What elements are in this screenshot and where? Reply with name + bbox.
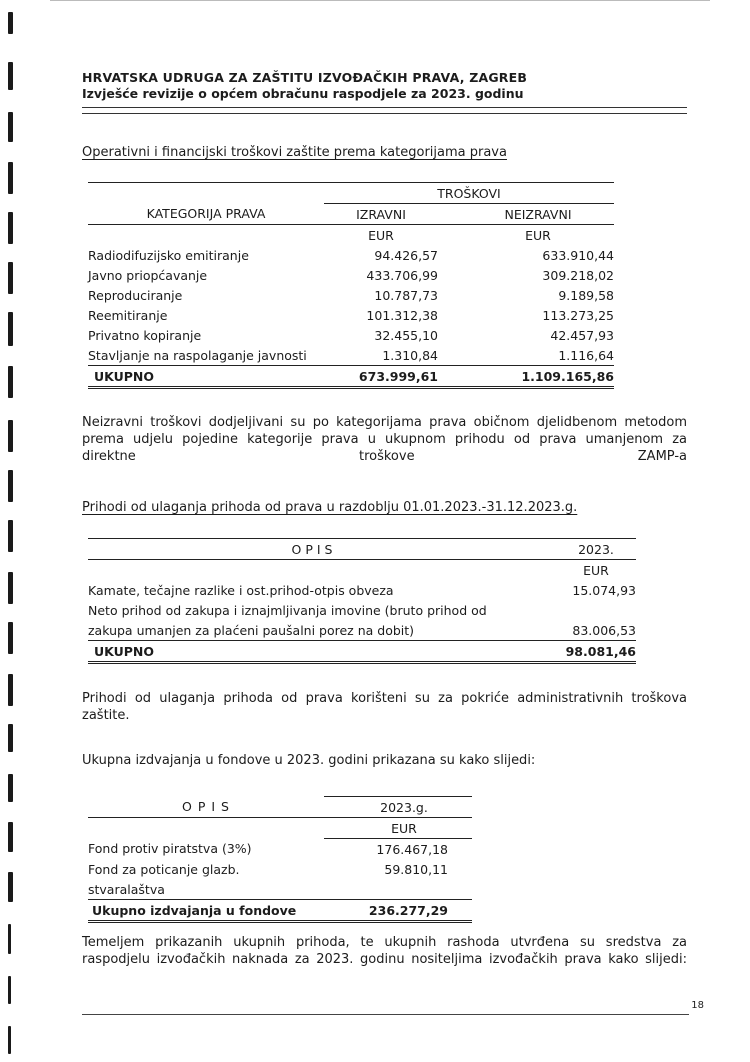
- header-rule-1: [82, 107, 687, 108]
- row-label: Reemitiranje: [88, 307, 168, 323]
- table-row: [88, 285, 614, 305]
- total-value: 98.081,46: [536, 641, 636, 663]
- currency: EUR: [324, 818, 472, 839]
- table-row: [88, 305, 614, 325]
- total-value: 236.277,29: [324, 900, 472, 922]
- report-title: Izvješće revizije o općem obračunu raspodjele za 2023. godinu: [82, 86, 524, 101]
- costs-table: [88, 182, 614, 389]
- funds-table: [88, 796, 472, 923]
- row-indirect: 1.116,64: [438, 345, 614, 366]
- total-row: [88, 366, 614, 388]
- row-value: [324, 879, 472, 900]
- row-label: Privatno kopiranje: [88, 327, 202, 343]
- table-row: [88, 600, 636, 620]
- row-direct: 433.706,99: [366, 267, 438, 283]
- row-direct: 1.310,84: [324, 345, 438, 366]
- table-row: [88, 580, 636, 600]
- top-edge: [50, 0, 710, 1]
- row-direct: 94.426,57: [374, 247, 438, 263]
- investment-income-table: [88, 538, 636, 664]
- row-label: Reproduciranje: [88, 287, 183, 303]
- table-row: [88, 859, 472, 879]
- row-indirect: 9.189,58: [558, 287, 614, 303]
- table-row: [88, 839, 472, 860]
- row-indirect: 309.218,02: [542, 267, 614, 283]
- total-indirect: 1.109.165,86: [438, 366, 614, 388]
- row-label: Radiodifuzijsko emitiranje: [88, 247, 249, 263]
- binder-holes: [0, 0, 22, 1062]
- currency-indirect: EUR: [525, 227, 551, 243]
- total-direct: 673.999,61: [324, 366, 438, 388]
- table-row: [88, 325, 614, 345]
- row-indirect: 633.910,44: [542, 247, 614, 263]
- row-label: Fond za poticanje glazb.: [88, 861, 240, 877]
- row-label: Javno priopćavanje: [88, 267, 208, 283]
- row-label: Fond protiv piratstva (3%): [88, 841, 252, 857]
- row-label: Kamate, tečajne razlike i ost.prihod-otpis obveza: [88, 582, 394, 598]
- table-row: [88, 620, 636, 641]
- row-indirect: 42.457,93: [550, 327, 614, 343]
- col-year: 2023.g.: [324, 797, 472, 818]
- table-row: [88, 245, 614, 265]
- col-desc: O P I S: [88, 539, 536, 560]
- group-header: TROŠKOVI: [324, 183, 614, 204]
- row-direct: 32.455,10: [374, 327, 438, 343]
- row-direct: 101.312,38: [366, 307, 438, 323]
- total-label: UKUPNO: [88, 366, 324, 388]
- row-value: 15.074,93: [572, 582, 636, 598]
- col-year: 2023.: [536, 539, 636, 560]
- row-label: stvaralaštva: [88, 879, 324, 900]
- total-row: [88, 641, 636, 663]
- row-value: 59.810,11: [384, 861, 448, 877]
- section1-title: Operativni i financijski troškovi zaštite prema kategorijama prava: [82, 145, 507, 160]
- page-number: 18: [691, 1000, 704, 1011]
- row-direct: 10.787,73: [374, 287, 438, 303]
- paragraph-indirect-costs: Neizravni troškovi dodjeljivani su po kategorijama prava običnom djelidbenom metodom prema udjelu pojedine kategorije prava u ukupnom prihodu od prava umanjenom za direktne troškove ZAMP-a: [82, 415, 687, 464]
- row-label: Neto prihod od zakupa i iznajmljivanja imovine (bruto prihod od: [88, 602, 487, 618]
- header-rule-2: [82, 113, 687, 114]
- organization-name: HRVATSKA UDRUGA ZA ZAŠTITU IZVOĐAČKIH PRAVA, ZAGREB: [82, 70, 528, 85]
- col-category: KATEGORIJA PRAVA: [88, 204, 324, 225]
- total-row: [88, 900, 472, 922]
- table-row: [88, 265, 614, 285]
- document-header: [82, 70, 687, 101]
- total-label: UKUPNO: [88, 641, 536, 663]
- total-label: Ukupno izdvajanja u fondove: [88, 900, 324, 922]
- row-value: 176.467,18: [376, 841, 448, 857]
- row-indirect: 113.273,25: [542, 307, 614, 323]
- paragraph-investment-usage: Prihodi od ulaganja prihoda od prava korišteni su za pokriće administrativnih troškova zaštite.: [82, 691, 687, 723]
- currency-direct: EUR: [368, 227, 394, 243]
- col-direct: IZRAVNI: [324, 204, 438, 225]
- section2-title: Prihodi od ulaganja prihoda od prava u razdoblju 01.01.2023.-31.12.2023.g.: [82, 500, 578, 515]
- table-row: [88, 345, 614, 366]
- row-value: 83.006,53: [536, 620, 636, 641]
- col-desc: O P I S: [88, 797, 324, 818]
- row-label: zakupa umanjen za plaćeni paušalni porez na dobit): [88, 620, 536, 641]
- row-value: [536, 600, 636, 620]
- footer-rule: [82, 1014, 689, 1015]
- row-label: Stavljanje na raspolaganje javnosti: [88, 345, 324, 366]
- paragraph-funds-intro: Ukupna izdvajanja u fondove u 2023. godini prikazana su kako slijedi:: [82, 753, 536, 768]
- table-row: [88, 879, 472, 900]
- paragraph-distribution: Temeljem prikazanih ukupnih prihoda, te ukupnih rashoda utvrđena su sredstva za raspodjelu izvođačkih naknada za 2023. godinu nositeljima izvođačkih prava kako slijedi:: [82, 935, 687, 967]
- currency: EUR: [583, 562, 609, 578]
- col-indirect: NEIZRAVNI: [438, 204, 614, 225]
